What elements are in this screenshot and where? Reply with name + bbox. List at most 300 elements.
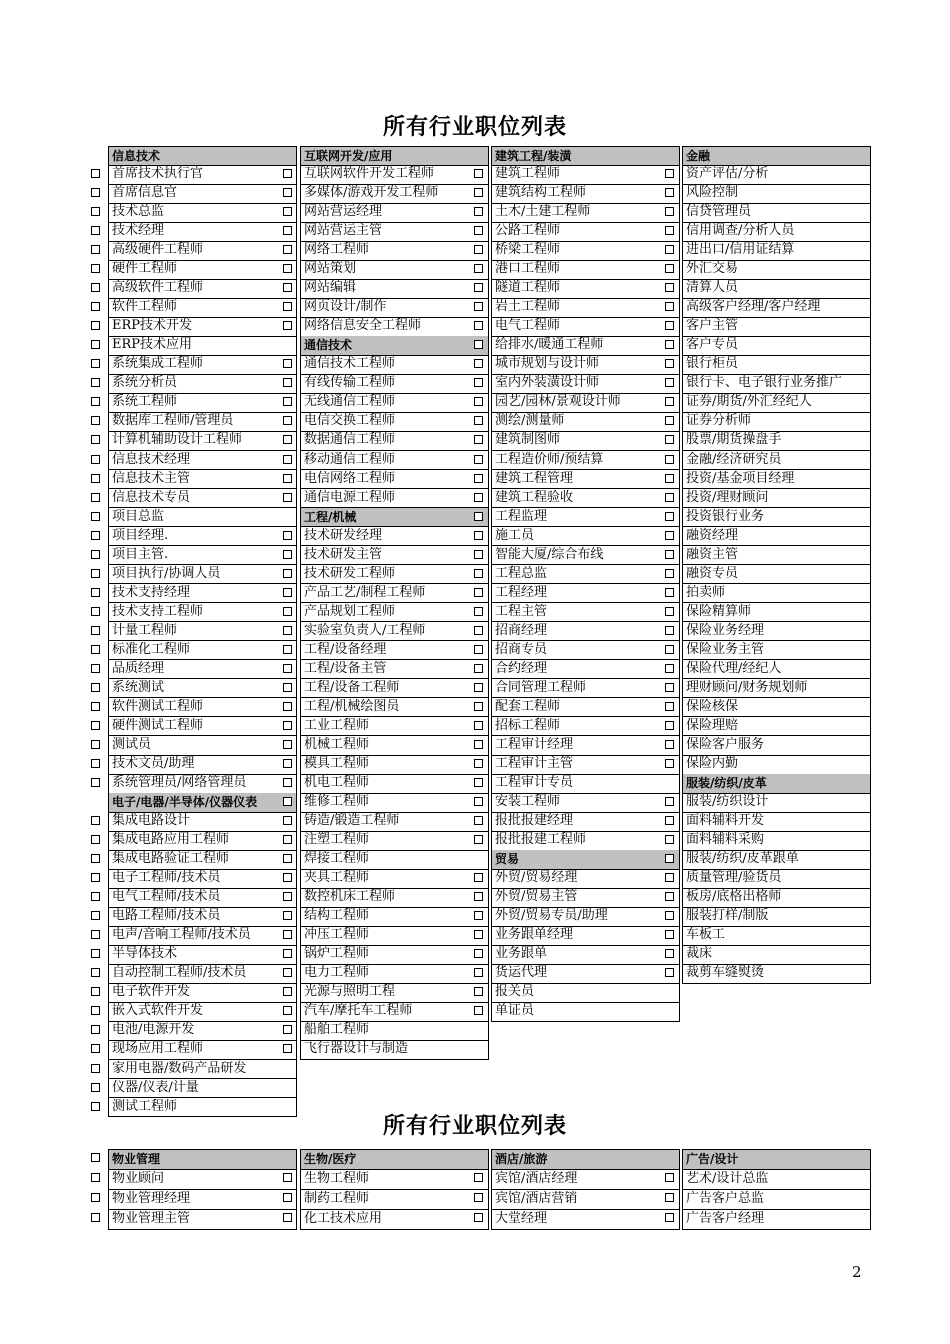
job-checkbox[interactable] [91,968,100,977]
job-title-cell: 服装打样/制版 [682,907,871,927]
job-title-cell: 工程审计主管 [491,755,680,775]
job-checkbox[interactable] [91,759,100,768]
job-column [491,146,680,1021]
job-checkbox[interactable] [665,1213,674,1222]
job-checkbox[interactable] [665,892,674,901]
job-checkbox[interactable] [474,455,483,464]
job-checkbox[interactable] [474,759,483,768]
job-checkbox[interactable] [283,397,292,406]
job-row [300,241,489,260]
job-row [491,527,680,546]
job-checkbox[interactable] [283,930,292,939]
job-title-cell: 建筑工程验收 [491,489,680,509]
job-checkbox[interactable] [91,1153,100,1162]
job-checkbox[interactable] [665,512,674,521]
job-checkbox[interactable] [665,816,674,825]
job-checkbox[interactable] [283,207,292,216]
job-checkbox[interactable] [283,759,292,768]
job-title-cell: 软件测试工程师 [108,698,297,718]
job-checkbox[interactable] [474,340,483,349]
job-checkbox[interactable] [283,949,292,958]
job-title-cell: 数控机床工程师 [300,888,489,908]
job-title-cell: 网站营运经理 [300,203,489,223]
job-checkbox[interactable] [283,359,292,368]
job-checkbox[interactable] [474,550,483,559]
job-checkbox[interactable] [91,987,100,996]
job-checkbox[interactable] [283,1193,292,1202]
job-row [491,489,680,508]
job-title-cell: 工程总监 [491,565,680,585]
job-checkbox[interactable] [91,854,100,863]
job-checkbox[interactable] [665,759,674,768]
job-row [300,717,489,736]
job-checkbox[interactable] [283,740,292,749]
job-title-cell: 报关员 [491,983,680,1003]
job-title-cell: 外贸/贸易专员/助理 [491,907,680,927]
job-checkbox[interactable] [665,340,674,349]
job-row [682,298,871,317]
job-checkbox[interactable] [91,378,100,387]
job-checkbox[interactable] [91,1044,100,1053]
job-checkbox[interactable] [474,664,483,673]
job-checkbox[interactable] [283,569,292,578]
job-row [108,869,297,888]
job-row [300,565,489,584]
job-checkbox[interactable] [91,892,100,901]
job-row [300,1209,489,1229]
job-row [108,755,297,774]
job-row [108,1209,297,1229]
job-checkbox[interactable] [665,455,674,464]
job-row [491,412,680,431]
job-checkbox[interactable] [283,911,292,920]
job-row [682,869,871,888]
category-header-row [300,146,489,165]
job-title-cell: 园艺/园林/景观设计师 [491,393,680,413]
job-row [108,317,297,336]
job-checkbox[interactable] [474,645,483,654]
job-checkbox[interactable] [474,835,483,844]
job-checkbox[interactable] [283,550,292,559]
job-checkbox[interactable] [91,226,100,235]
job-row [300,1002,489,1021]
job-title-cell: 保险理赔 [682,717,871,737]
job-title-cell: 招商经理 [491,622,680,642]
job-checkbox[interactable] [474,416,483,425]
job-row [108,1169,297,1189]
job-title-cell: 结构工程师 [300,907,489,927]
job-title-cell: 宾馆/酒店经理 [491,1169,680,1190]
job-row [682,241,871,260]
job-title-cell: 招标工程师 [491,717,680,737]
job-checkbox[interactable] [91,169,100,178]
job-title-cell: 建筑制图师 [491,431,680,451]
job-title-cell: 技术文员/助理 [108,755,297,775]
job-title-cell: 招商专员 [491,641,680,661]
job-checkbox[interactable] [91,512,100,521]
job-checkbox[interactable] [91,1102,100,1111]
category-header-row [491,1149,680,1169]
job-row [300,850,489,869]
job-checkbox[interactable] [91,1193,100,1202]
job-checkbox[interactable] [91,1025,100,1034]
job-checkbox[interactable] [474,626,483,635]
job-title-cell: 机电工程师 [300,774,489,794]
job-checkbox[interactable] [665,797,674,806]
job-checkbox[interactable] [283,892,292,901]
job-checkbox[interactable] [474,968,483,977]
job-checkbox[interactable] [283,797,292,806]
job-checkbox[interactable] [91,283,100,292]
job-checkbox[interactable] [474,359,483,368]
category-header: 通信技术 [300,336,489,356]
job-checkbox[interactable] [91,645,100,654]
job-checkbox[interactable] [91,1213,100,1222]
job-title-cell: 项目主管. [108,546,297,566]
job-checkbox[interactable] [665,474,674,483]
job-checkbox[interactable] [91,474,100,483]
job-row [682,926,871,945]
job-checkbox[interactable] [665,607,674,616]
job-checkbox[interactable] [474,264,483,273]
job-checkbox[interactable] [91,1064,100,1073]
job-checkbox[interactable] [91,1006,100,1015]
job-title-cell: 理财顾问/财务规划师 [682,679,871,699]
job-title-cell: 外贸/贸易主管 [491,888,680,908]
job-checkbox[interactable] [283,778,292,787]
job-checkbox[interactable] [474,1193,483,1202]
job-checkbox[interactable] [665,207,674,216]
job-checkbox[interactable] [665,911,674,920]
job-checkbox[interactable] [91,207,100,216]
job-row [682,812,871,831]
job-row [300,298,489,317]
job-checkbox[interactable] [91,340,100,349]
job-title-cell: 家用电器/数码产品研发 [108,1060,297,1080]
job-row [300,869,489,888]
job-row [300,222,489,241]
job-checkbox[interactable] [283,169,292,178]
job-checkbox[interactable] [474,683,483,692]
job-checkbox[interactable] [665,245,674,254]
job-checkbox[interactable] [665,1193,674,1202]
job-checkbox[interactable] [283,1025,292,1034]
category-header-row [491,850,680,869]
job-checkbox[interactable] [665,626,674,635]
job-checkbox[interactable] [665,569,674,578]
job-checkbox[interactable] [474,512,483,521]
job-row [108,451,297,470]
job-row [682,1209,871,1229]
job-checkbox[interactable] [283,283,292,292]
job-checkbox[interactable] [283,493,292,502]
job-row [491,622,680,641]
job-checkbox[interactable] [91,588,100,597]
job-checkbox[interactable] [283,435,292,444]
job-checkbox[interactable] [474,873,483,882]
job-checkbox[interactable] [474,930,483,939]
job-checkbox[interactable] [474,607,483,616]
job-checkbox[interactable] [665,930,674,939]
job-row [108,641,297,660]
job-row [491,1189,680,1209]
job-checkbox[interactable] [283,683,292,692]
job-checkbox[interactable] [283,321,292,330]
job-title-cell: 裁剪车缝熨烫 [682,964,871,984]
job-checkbox[interactable] [665,283,674,292]
job-row [682,945,871,964]
job-title-cell: 服装/纺织/皮革跟单 [682,850,871,870]
job-checkbox[interactable] [474,816,483,825]
category-header-row [682,146,871,165]
job-checkbox[interactable] [91,1173,100,1182]
job-checkbox[interactable] [665,435,674,444]
job-title-cell: 系统测试 [108,679,297,699]
job-checkbox[interactable] [283,188,292,197]
job-checkbox[interactable] [91,188,100,197]
job-row [108,831,297,850]
job-checkbox[interactable] [91,740,100,749]
job-checkbox[interactable] [91,949,100,958]
job-checkbox[interactable] [665,416,674,425]
job-checkbox[interactable] [283,626,292,635]
job-checkbox[interactable] [665,968,674,977]
job-checkbox[interactable] [474,397,483,406]
job-checkbox[interactable] [665,721,674,730]
job-row [300,1040,489,1059]
job-checkbox[interactable] [665,664,674,673]
category-header: 电子/电器/半导体/仪器仪表 [108,793,297,813]
job-title-cell: 保险核保 [682,698,871,718]
job-checkbox[interactable] [665,169,674,178]
job-checkbox[interactable] [91,930,100,939]
job-checkbox[interactable] [91,816,100,825]
job-checkbox[interactable] [283,607,292,616]
job-checkbox[interactable] [665,359,674,368]
job-checkbox[interactable] [91,264,100,273]
job-checkbox[interactable] [474,302,483,311]
job-title-cell: 计量工程师 [108,622,297,642]
job-checkbox[interactable] [665,321,674,330]
job-row [300,1189,489,1209]
job-checkbox[interactable] [474,1173,483,1182]
job-row [491,755,680,774]
job-checkbox[interactable] [283,702,292,711]
job-checkbox[interactable] [474,797,483,806]
job-title-cell: 投资/基金项目经理 [682,470,871,490]
job-checkbox[interactable] [91,873,100,882]
job-checkbox[interactable] [474,283,483,292]
job-checkbox[interactable] [665,645,674,654]
job-title-cell: 工程/设备经理 [300,641,489,661]
job-checkbox[interactable] [474,321,483,330]
job-checkbox[interactable] [91,702,100,711]
job-row [682,831,871,850]
job-title-cell: 测试工程师 [108,1098,297,1118]
job-checkbox[interactable] [474,778,483,787]
job-checkbox[interactable] [283,264,292,273]
job-checkbox[interactable] [91,1083,100,1092]
job-title-cell: 投资银行业务 [682,508,871,528]
job-title-cell: 客户主管 [682,317,871,337]
job-checkbox[interactable] [91,664,100,673]
job-checkbox[interactable] [665,493,674,502]
job-checkbox[interactable] [283,873,292,882]
job-checkbox[interactable] [474,169,483,178]
job-checkbox[interactable] [91,626,100,635]
job-checkbox[interactable] [91,911,100,920]
job-checkbox[interactable] [283,416,292,425]
job-checkbox[interactable] [91,245,100,254]
job-checkbox[interactable] [283,1044,292,1053]
job-checkbox[interactable] [283,1213,292,1222]
job-row [300,184,489,203]
job-checkbox[interactable] [665,835,674,844]
job-checkbox[interactable] [91,778,100,787]
job-checkbox[interactable] [283,378,292,387]
job-title-cell: 高级软件工程师 [108,279,297,299]
job-checkbox[interactable] [91,416,100,425]
job-checkbox[interactable] [474,188,483,197]
job-title-cell: 集成电路验证工程师 [108,850,297,870]
job-title-cell: 计算机辅助设计工程师 [108,431,297,451]
job-title-cell: 测试员 [108,736,297,756]
job-checkbox[interactable] [283,1006,292,1015]
job-checkbox[interactable] [665,378,674,387]
job-checkbox[interactable] [91,569,100,578]
job-checkbox[interactable] [665,531,674,540]
job-row [108,508,297,527]
job-checkbox[interactable] [474,226,483,235]
job-checkbox[interactable] [283,302,292,311]
job-checkbox[interactable] [665,949,674,958]
job-checkbox[interactable] [474,435,483,444]
job-checkbox[interactable] [665,1173,674,1182]
job-checkbox[interactable] [474,531,483,540]
job-title-cell: 维修工程师 [300,793,489,813]
job-checkbox[interactable] [283,721,292,730]
job-checkbox[interactable] [474,702,483,711]
job-title-cell: 品质经理 [108,660,297,680]
job-checkbox[interactable] [283,474,292,483]
job-title-cell: 大堂经理 [491,1209,680,1230]
job-checkbox[interactable] [283,455,292,464]
job-checkbox[interactable] [91,493,100,502]
job-checkbox[interactable] [474,721,483,730]
job-checkbox[interactable] [665,226,674,235]
job-row [682,355,871,374]
job-checkbox[interactable] [665,550,674,559]
job-row [682,184,871,203]
job-checkbox[interactable] [665,302,674,311]
job-title-cell: 工程造价师/预结算 [491,451,680,471]
job-title-cell: 城市规划与设计师 [491,355,680,375]
job-title-cell: 桥梁工程师 [491,241,680,261]
job-checkbox[interactable] [91,607,100,616]
job-checkbox[interactable] [474,378,483,387]
job-checkbox[interactable] [283,968,292,977]
job-checkbox[interactable] [91,683,100,692]
job-checkbox[interactable] [665,188,674,197]
job-checkbox[interactable] [91,321,100,330]
job-checkbox[interactable] [283,588,292,597]
job-checkbox[interactable] [474,911,483,920]
job-checkbox[interactable] [283,987,292,996]
job-checkbox[interactable] [474,987,483,996]
job-checkbox[interactable] [665,264,674,273]
job-checkbox[interactable] [283,816,292,825]
job-checkbox[interactable] [283,245,292,254]
job-checkbox[interactable] [474,1006,483,1015]
job-checkbox[interactable] [91,550,100,559]
job-title-cell: 广告客户总监 [682,1189,871,1210]
job-row [108,1060,297,1079]
job-checkbox[interactable] [665,683,674,692]
job-title-cell: 集成电路应用工程师 [108,831,297,851]
job-checkbox[interactable] [665,854,674,863]
job-row [108,546,297,565]
job-row [300,926,489,945]
job-row [108,812,297,831]
job-checkbox[interactable] [474,892,483,901]
job-title-cell: 保险业务经理 [682,622,871,642]
job-checkbox[interactable] [474,207,483,216]
job-checkbox[interactable] [91,302,100,311]
job-row [108,565,297,584]
job-row [300,622,489,641]
job-checkbox[interactable] [474,588,483,597]
job-checkbox[interactable] [283,854,292,863]
job-title-cell: 生物工程师 [300,1169,489,1190]
job-checkbox[interactable] [91,359,100,368]
job-checkbox[interactable] [474,493,483,502]
job-checkbox[interactable] [283,645,292,654]
job-checkbox[interactable] [665,397,674,406]
job-title-cell: 网站编辑 [300,279,489,299]
job-checkbox[interactable] [665,702,674,711]
job-checkbox[interactable] [283,1173,292,1182]
job-title-cell: 通信技术工程师 [300,355,489,375]
job-checkbox[interactable] [474,569,483,578]
job-row [108,470,297,489]
job-row [108,983,297,1002]
job-checkbox[interactable] [283,835,292,844]
page-title: 所有行业职位列表 [382,115,567,140]
job-checkbox[interactable] [474,245,483,254]
category-header-row [682,1149,871,1169]
job-checkbox[interactable] [665,740,674,749]
job-checkbox[interactable] [283,531,292,540]
job-title-cell: 电声/音响工程师/技术员 [108,926,297,946]
job-checkbox[interactable] [665,873,674,882]
job-column [682,146,871,983]
job-checkbox[interactable] [283,226,292,235]
job-checkbox[interactable] [91,721,100,730]
job-checkbox[interactable] [474,1213,483,1222]
job-checkbox[interactable] [474,474,483,483]
job-checkbox[interactable] [91,835,100,844]
job-row [491,831,680,850]
job-checkbox[interactable] [283,664,292,673]
job-title-cell: 硬件工程师 [108,260,297,280]
job-checkbox[interactable] [91,435,100,444]
job-checkbox[interactable] [665,588,674,597]
job-checkbox[interactable] [474,949,483,958]
job-checkbox[interactable] [91,397,100,406]
job-checkbox[interactable] [91,455,100,464]
job-checkbox[interactable] [91,531,100,540]
job-checkbox[interactable] [474,740,483,749]
